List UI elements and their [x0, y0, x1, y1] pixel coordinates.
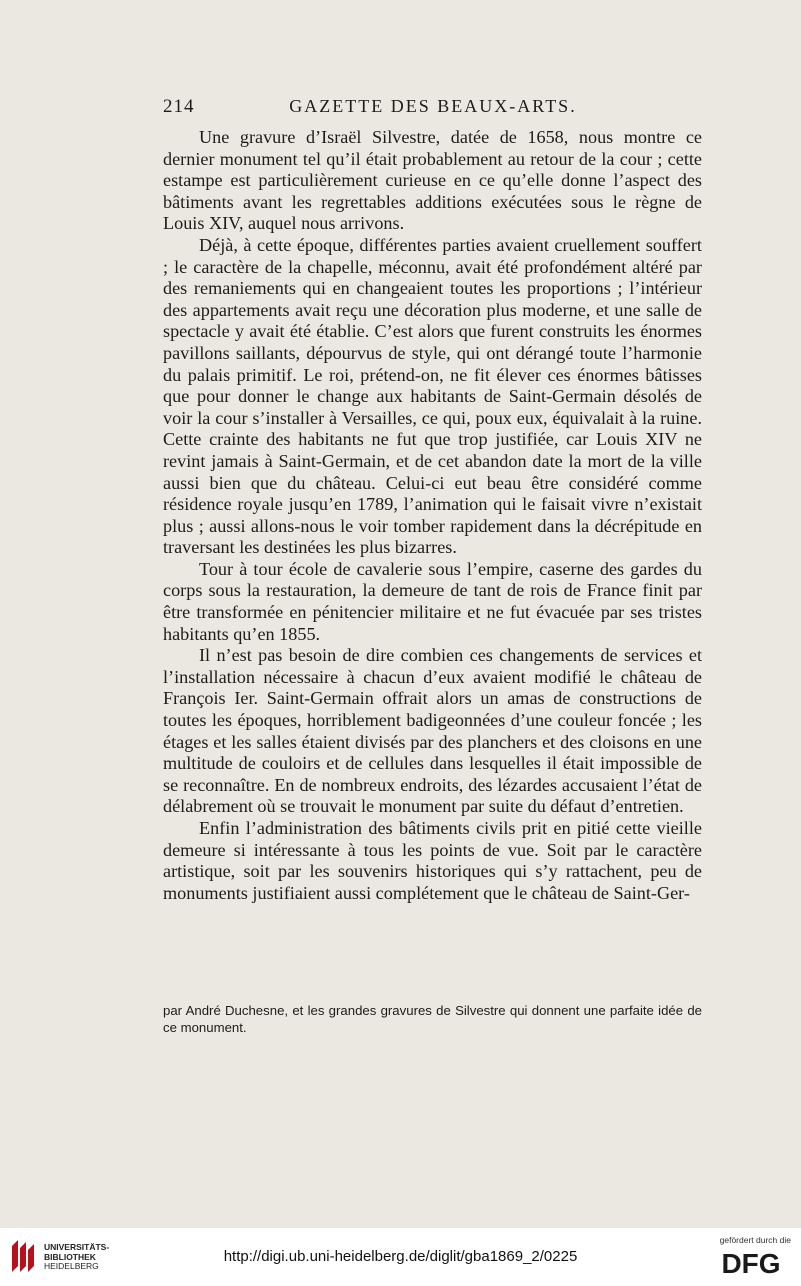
- dfg-logo-icon: [711, 1248, 791, 1278]
- paragraph: Enfin l’administration des bâtiments civils prit en pitié cette vieille demeure si intéressante à tous les points de vue. Soit par le caractère artistique, soit par les souvenirs historiques qui s’y rattachent, peu de monuments justifiaient aussi complétement que le château de Saint-Ger-: [163, 818, 702, 903]
- paragraph: Il n’est pas besoin de dire combien ces changements de services et l’installation nécessaire à chacun d’eux avaient modifié le château de François Ier. Saint-Germain offrait alors un amas de constructions de toutes les époques, horriblement badigeonnées d’une couleur foncée ; les étages et les salles étaient divisés par des planchers et des cloisons en une multitude de couloirs et de cellules dans lesquelles il était impossible de se reconnaître. En de nombreux endroits, des lézardes accusaient l’état de délabrement où se trouvait le monument par suite du défaut d’entretien.: [163, 645, 702, 817]
- paragraph: Tour à tour école de cavalerie sous l’empire, caserne des gardes du corps sous la restauration, la demeure de tant de rois de France finit par être transformée en pénitencier militaire et ne fut évacuée par ses tristes habitants qu’en 1855.: [163, 558, 702, 644]
- permalink-url[interactable]: http://digi.ub.uni-heidelberg.de/diglit/gba1869_2/0225: [223, 1248, 578, 1265]
- library-name-line: HEIDELBERG: [44, 1261, 99, 1271]
- dfg-logo-text: DFG: [721, 1248, 781, 1278]
- body-text: [163, 127, 702, 904]
- paragraph: Une gravure d’Israël Silvestre, datée de 1658, nous montre ce dernier monument tel qu’il était probablement au retour de la cour ; cette estampe est particulièrement curieuse en ce qu’elle donne l’aspect des bâtiments avant les regrettables additions exécutées sous le règne de Louis XIV, auquel nous arrivons.: [163, 127, 702, 234]
- running-title: GAZETTE DES BEAUX-ARTS.: [289, 96, 577, 116]
- paragraph: Déjà, à cette époque, différentes parties avaient cruellement souffert ; le caractère de la chapelle, méconnu, avait été profondément altéré par des remaniements qui en changeaient toutes les proportions ; l’intérieur des appartements avait reçu une décoration plus moderne, et une salle de spectacle y avait été établie. C’est alors que furent construits les énormes pavillons saillants, dépourvus de style, qui ont dérangé toute l’harmonie du palais primitif. Le roi, prétend-on, ne fit élever ces énormes bâtisses que pour donner le change aux habitants de Saint-Germain désolés de voir la cour s’installer à Versailles, ce qui, poux eux, équivalait à la ruine. Cette crainte des habitants ne fut que trop justifiée, car Louis XIV ne revint jamais à Saint-Germain, et de cet abandon date la mort de la ville aussi bien que du château. Celui-ci eut beau être considéré comme résidence royale jusqu’en 1789, l’animation qui le faisait vivre n’existait plus ; aussi allons-nous le voir tomber rapidement dans la décrépitude en traversant les destinées les plus bizarres.: [163, 234, 702, 558]
- footnote-text: par André Duchesne, et les grandes gravures de Silvestre qui donnent une parfaite idée de ce monument.: [163, 1003, 702, 1035]
- page-number: 214: [163, 96, 195, 117]
- sponsor-label: gefördert durch die: [719, 1235, 791, 1245]
- library-name-line: BIBLIOTHEK: [44, 1251, 96, 1262]
- digitization-footer: [0, 1228, 801, 1286]
- footnote: [163, 1002, 702, 1036]
- library-name-line: UNIVERSITÄTS-: [44, 1242, 110, 1252]
- page-header: [163, 96, 703, 120]
